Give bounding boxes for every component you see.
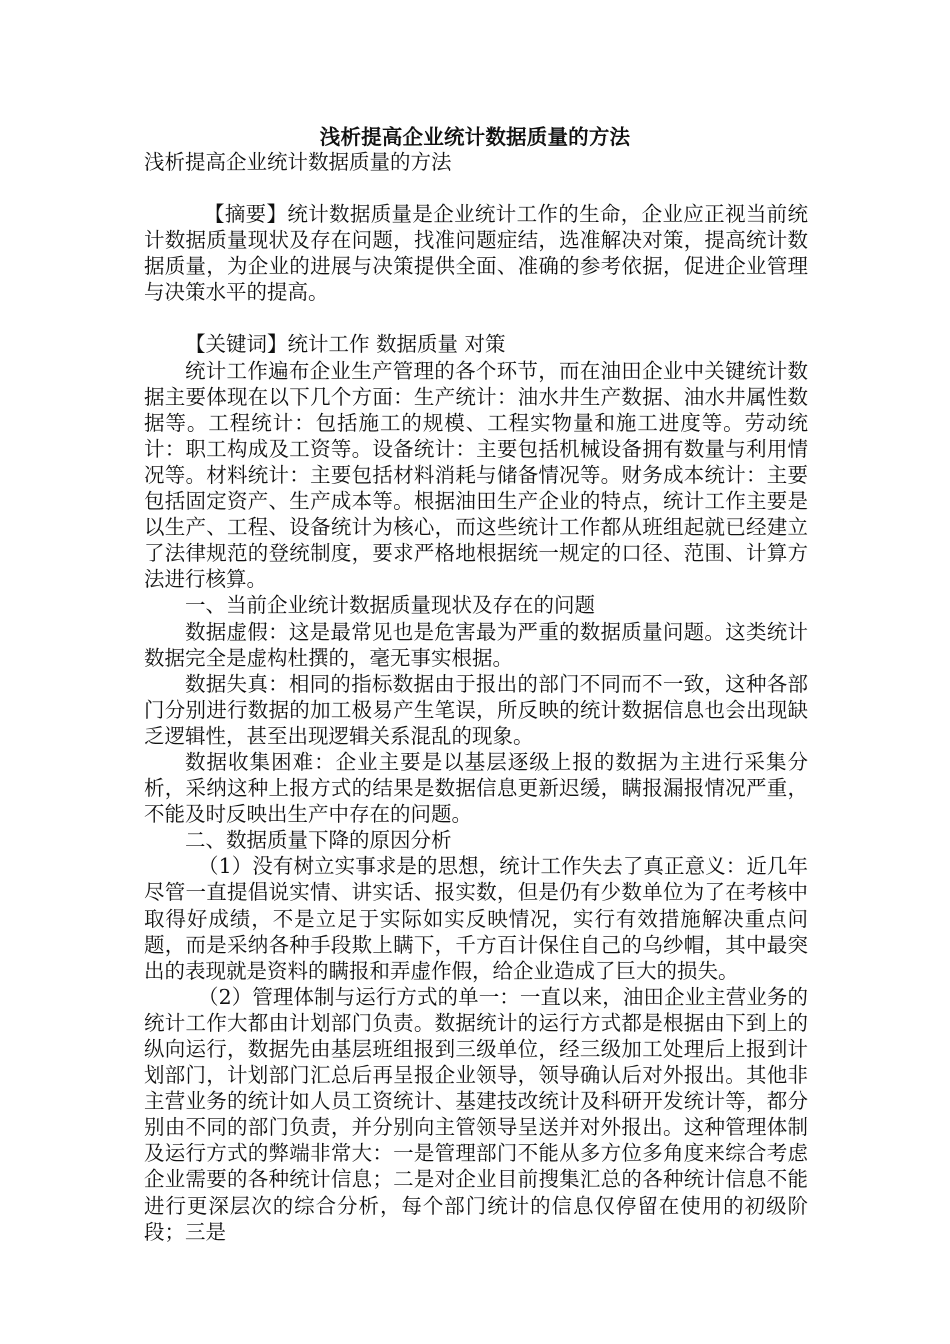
section-heading-1: 一、当前企业统计数据质量现状及存在的问题 xyxy=(185,593,595,618)
document-title: 浅析提高企业统计数据质量的方法 xyxy=(319,125,631,149)
body-paragraph: （2）管理体制与运行方式的单一：一直以来，油田企业主营业务的统计工作大都由计划部门负责。数据统计的运行方式都是根据由下到上的纵向运行，数据先由基层班组报到三级单位，经三级加工处理后上报到计划部门，计划部门汇总后再呈报企业领导，领导确认后对外报出。其他非主营业务的统计如人员工资统计、基建技改统计及科研开发统计等，都分别由不同的部门负责，并分别向主管领导呈送并对外报出。这种管理体制及运行方式的弊端非常大：一是管理部门不能从多方位多角度来综合考虑企业需要的各种统计信息；二是对企业目前搜集汇总的各种统计信息不能进行更深层次的综合分析，每个部门统计的信息仅停留在使用的初级阶段；三是 xyxy=(144,984,808,1244)
spacer xyxy=(144,175,808,201)
section-heading-2: 二、数据质量下降的原因分析 xyxy=(185,828,452,853)
keywords-line: 【关键词】统计工作 数据质量 对策 xyxy=(185,332,506,357)
body-paragraph: 数据收集困难：企业主要是以基层逐级上报的数据为主进行采集分析，采纳这种上报方式的结果是数据信息更新迟缓，瞒报漏报情况严重，不能及时反映出生产中存在的问题。 xyxy=(144,749,808,827)
abstract-paragraph: 【摘要】统计数据质量是企业统计工作的生命，企业应正视当前统计数据质量现状及存在问题，找准问题症结，选准解决对策，提高统计数据质量，为企业的进展与决策提供全面、准确的参考依据，促进企业管理与决策水平的提高。 xyxy=(144,202,808,305)
body-paragraph: 数据失真：相同的指标数据由于报出的部门不同而不一致，这种各部门分别进行数据的加工极易产生笔误，所反映的统计数据信息也会出现缺乏逻辑性，甚至出现逻辑关系混乱的现象。 xyxy=(144,671,808,748)
body-paragraph: （1）没有树立实事求是的思想，统计工作失去了真正意义：近几年尽管一直提倡说实情、讲实话、报实数，但是仍有少数单位为了在考核中取得好成绩，不是立足于实际如实反映情况，实行有效措施解决重点问题，而是采纳各种手段欺上瞒下，千方百计保住自己的乌纱帽，其中最突出的表现就是资料的瞒报和弄虚作假，给企业造成了巨大的损失。 xyxy=(144,854,808,983)
spacer xyxy=(144,305,808,331)
document-subtitle: 浅析提高企业统计数据质量的方法 xyxy=(144,150,452,174)
body-paragraph: 统计工作遍布企业生产管理的各个环节，而在油田企业中关键统计数据主要体现在以下几个方面：生产统计：油水井生产数据、油水井属性数据等。工程统计：包括施工的规模、工程实物量和施工进度等。劳动统计：职工构成及工资等。设备统计：主要包括机械设备拥有数量与利用情况等。材料统计：主要包括材料消耗与储备情况等。财务成本统计：主要包括固定资产、生产成本等。根据油田生产企业的特点，统计工作主要是以生产、工程、设备统计为核心，而这些统计工作都从班组起就已经建立了法律规范的登统制度，要求严格地根据统一规定的口径、范围、计算方法进行核算。 xyxy=(144,358,808,592)
document-body xyxy=(144,149,808,1245)
body-paragraph: 数据虚假：这是最常见也是危害最为严重的数据质量问题。这类统计数据完全是虚构杜撰的，毫无事实根据。 xyxy=(144,619,808,670)
